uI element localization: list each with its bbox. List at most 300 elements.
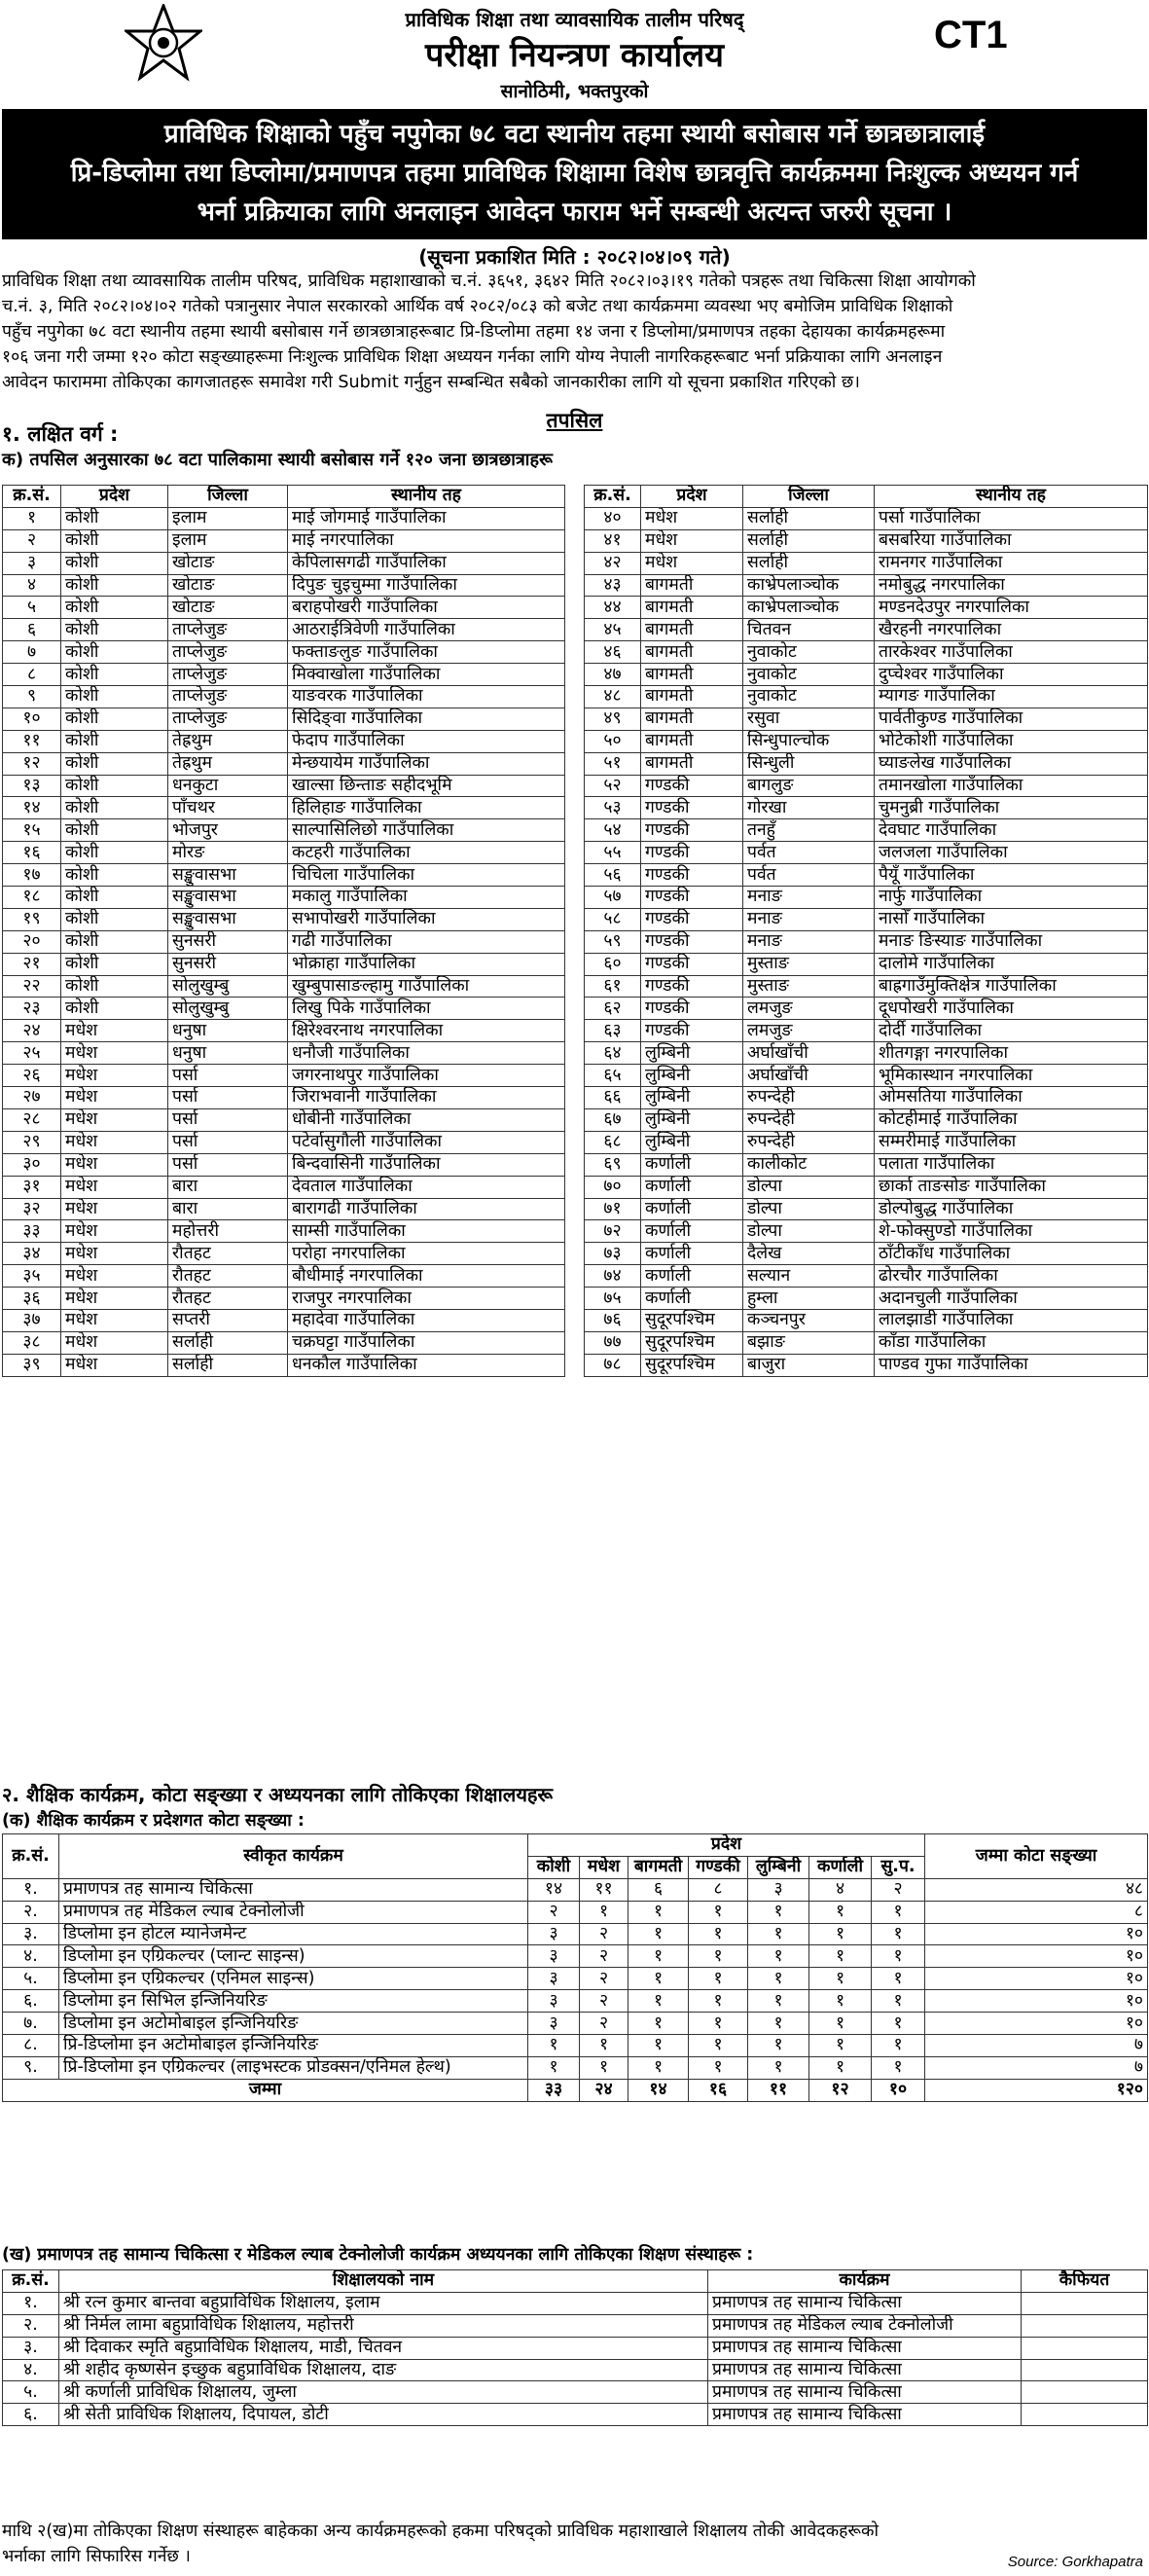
municipality-cell: जगरनाथपुर गाउँपालिका: [288, 1065, 565, 1087]
municipality-cell: भूमिकास्थान नगरपालिका: [875, 1065, 1148, 1087]
district-cell: रुपन्देही: [743, 1131, 875, 1153]
table-row: [3, 1020, 565, 1042]
intro-line: १०६ जना गरी जम्मा १२० कोटा सङ्ख्याहरूमा निःशुल्क प्राविधिक शिक्षा अध्ययन गर्नका लागि योग्य नेपाली नागरिकहरूबाट भर्ना प्रक्रियाका लागि अनलाइन: [2, 347, 943, 367]
serial-cell: ८: [3, 664, 61, 686]
district-cell: सङ्खुवासभा: [168, 908, 288, 930]
quota-cell: ३: [528, 1968, 580, 1990]
district-cell: दैलेख: [743, 1243, 875, 1265]
table-row: [3, 975, 565, 998]
province-cell: सुदूरपश्चिम: [641, 1354, 743, 1376]
table-row: [3, 664, 565, 686]
serial-cell: ६२: [585, 998, 641, 1020]
table-row: [3, 2381, 1148, 2404]
institution-cell: श्री कर्णाली प्राविधिक शिक्षालय, जुम्ला: [59, 2381, 708, 2404]
serial-cell: ५.: [3, 1968, 59, 1990]
serial-cell: ३.: [3, 2337, 59, 2359]
municipality-cell: पार्वतीकुण्ड गाउँपालिका: [875, 707, 1148, 730]
province-cell: कोशी: [61, 707, 168, 730]
province-cell: लुम्बिनी: [641, 1131, 743, 1153]
province-cell: मधेश: [61, 1108, 168, 1131]
district-cell: सिन्धुली: [743, 752, 875, 775]
serial-cell: ६६: [585, 1087, 641, 1109]
municipality-cell: ढोरचौर गाउँपालिका: [875, 1265, 1148, 1288]
province-cell: मधेश: [61, 1265, 168, 1288]
total-cell: १२: [809, 2079, 872, 2101]
province-cell: मधेश: [61, 1198, 168, 1220]
table-row: [3, 641, 565, 664]
table-row: [3, 1198, 565, 1220]
serial-cell: ३०: [3, 1153, 61, 1176]
program-cell: प्रमाणपत्र तह सामान्य चिकित्सा: [708, 2381, 1022, 2404]
province-cell: कोशी: [61, 887, 168, 909]
column-header: क्र.सं.: [585, 486, 641, 508]
quota-cell: २: [528, 1901, 580, 1923]
municipality-cell: देवताल गाउँपालिका: [288, 1176, 565, 1198]
office-location: सानोठिमी, भक्तपुरको: [500, 81, 649, 102]
municipality-cell: फेदाप गाउँपालिका: [288, 730, 565, 752]
district-cell: रसुवा: [743, 707, 875, 730]
district-cell: सिन्धुपाल्चोक: [743, 730, 875, 752]
quota-cell: १: [689, 1901, 748, 1923]
district-cell: डोल्पा: [743, 1198, 875, 1220]
total-cell: १२०: [925, 2079, 1148, 2101]
quota-cell: ३: [528, 1945, 580, 1968]
province-cell: लुम्बिनी: [641, 1042, 743, 1065]
municipality-cell: नासोँ गाउँपालिका: [875, 908, 1148, 930]
program-cell: प्रमाणपत्र तह सामान्य चिकित्सा: [708, 2292, 1022, 2314]
province-cell: कोशी: [61, 686, 168, 708]
quota-cell: १: [689, 2013, 748, 2035]
quota-cell: १: [872, 1901, 925, 1923]
total-quota-cell: १०: [925, 1968, 1148, 1990]
quota-cell: १: [748, 1990, 809, 2013]
province-cell: कोशी: [61, 930, 168, 953]
province-cell: बागमती: [641, 619, 743, 641]
serial-cell: ६८: [585, 1131, 641, 1153]
district-cell: बझाङ: [743, 1331, 875, 1354]
table-row: [3, 797, 565, 819]
program-cell: डिप्लोमा इन सिभिल इन्जिनियरिङ: [59, 1990, 528, 2013]
total-quota-cell: १०: [925, 2013, 1148, 2035]
province-cell: बागमती: [641, 664, 743, 686]
serial-cell: १.: [3, 1878, 59, 1901]
serial-cell: ६०: [585, 953, 641, 975]
municipality-cell: देवघाट गाउँपालिका: [875, 819, 1148, 842]
quota-cell: ३: [528, 2013, 580, 2035]
serial-cell: ४२: [585, 552, 641, 574]
serial-cell: ५२: [585, 775, 641, 797]
municipality-cell: हिलिहाङ गाउँपालिका: [288, 797, 565, 819]
province-cell: बागमती: [641, 752, 743, 775]
table-row: [585, 908, 1148, 930]
table-row: [585, 930, 1148, 953]
serial-cell: ६३: [585, 1020, 641, 1042]
serial-cell: १६: [3, 842, 61, 864]
district-cell: कञ्चनपुर: [743, 1309, 875, 1331]
province-cell: कोशी: [61, 953, 168, 975]
table-row: [3, 1131, 565, 1153]
serial-cell: ७७: [585, 1331, 641, 1354]
province-cell: गण्डकी: [641, 1020, 743, 1042]
publication-date: (सूचना प्रकाशित मिति : २०८२।०४।०९ गते): [418, 245, 731, 269]
municipality-cell: ओमसतिया गाउँपालिका: [875, 1087, 1148, 1109]
province-cell: मधेश: [641, 552, 743, 574]
table-row: [585, 1243, 1148, 1265]
municipality-cell: दुप्चेश्वर गाउँपालिका: [875, 664, 1148, 686]
total-row: [3, 2079, 1148, 2101]
serial-cell: ३३: [3, 1220, 61, 1243]
column-header: प्रदेश: [641, 486, 743, 508]
footer-line: माथि २(ख)मा तोकिएका शिक्षण संस्थाहरू बाहेकका अन्य कार्यक्रमहरूको हकमा परिषद्को प्राविधिक महाशाखाले शिक्षालय तोकी आवेदकहरूको: [2, 2522, 879, 2541]
province-cell: बागमती: [641, 730, 743, 752]
table-row: [585, 842, 1148, 864]
province-cell: कर्णाली: [641, 1176, 743, 1198]
province-header: सु.प.: [872, 1856, 925, 1878]
district-cell: पर्वत: [743, 864, 875, 887]
municipality-cell: बसबरिया गाउँपालिका: [875, 529, 1148, 552]
quota-cell: १: [872, 2013, 925, 2035]
municipality-cell: रामनगर गाउँपालिका: [875, 552, 1148, 574]
district-cell: इलाम: [168, 507, 288, 529]
province-cell: कोशी: [61, 641, 168, 664]
source-credit: Source: Gorkhapatra: [1007, 2554, 1143, 2570]
district-cell: सङ्खुवासभा: [168, 887, 288, 909]
table-row: [3, 1901, 1148, 1923]
quota-cell: १: [628, 1901, 689, 1923]
table-row: [3, 1968, 1148, 1990]
table-row: [585, 752, 1148, 775]
province-cell: कर्णाली: [641, 1243, 743, 1265]
serial-cell: ६७: [585, 1108, 641, 1131]
quota-cell: २: [580, 1990, 628, 2013]
district-cell: पर्सा: [168, 1131, 288, 1153]
table-row: [3, 998, 565, 1020]
program-cell: प्रि-डिप्लोमा इन एग्रिकल्चर (लाइभस्टक प्रोडक्सन/एनिमल हेल्थ): [59, 2056, 528, 2079]
district-cell: सुनसरी: [168, 953, 288, 975]
province-cell: कोशी: [61, 574, 168, 597]
district-cell: पर्सा: [168, 1087, 288, 1109]
serial-cell: ४३: [585, 574, 641, 597]
district-cell: काभ्रेपलाञ्चोक: [743, 597, 875, 619]
table-row: [585, 1265, 1148, 1288]
column-header: क्र.सं.: [3, 486, 61, 508]
column-header: जिल्ला: [743, 486, 875, 508]
quota-cell: १: [748, 2013, 809, 2035]
serial-cell: २४: [3, 1020, 61, 1042]
municipality-cell: कटहरी गाउँपालिका: [288, 842, 565, 864]
municipality-cell: बौधीमाई नगरपालिका: [288, 1265, 565, 1288]
column-header: शिक्षालयको नाम: [59, 2270, 708, 2293]
municipality-cell: क्षिरेश्वरनाथ नगरपालिका: [288, 1020, 565, 1042]
total-cell: १०: [872, 2079, 925, 2101]
serial-cell: ३१: [3, 1176, 61, 1198]
quota-cell: ११: [580, 1878, 628, 1901]
table-row: [3, 1243, 565, 1265]
serial-cell: ७४: [585, 1265, 641, 1288]
province-cell: मधेश: [61, 1354, 168, 1376]
province-cell: कोशी: [61, 597, 168, 619]
table-row: [585, 887, 1148, 909]
municipality-cell: जिराभवानी गाउँपालिका: [288, 1087, 565, 1109]
table-row: [585, 1020, 1148, 1042]
table-row: [3, 1220, 565, 1243]
quota-cell: १: [809, 2056, 872, 2079]
quota-cell: १: [809, 1945, 872, 1968]
district-cell: पाँचथर: [168, 797, 288, 819]
serial-cell: २५: [3, 1042, 61, 1065]
district-cell: धनुषा: [168, 1042, 288, 1065]
serial-cell: ९: [3, 686, 61, 708]
province-header: बागमती: [628, 1856, 689, 1878]
province-cell: लुम्बिनी: [641, 1087, 743, 1109]
serial-cell: २.: [3, 1901, 59, 1923]
district-cell: ताप्लेजुङ: [168, 619, 288, 641]
district-cell: तेह्रथुम: [168, 752, 288, 775]
total-quota-cell: १०: [925, 1923, 1148, 1945]
serial-cell: ७०: [585, 1176, 641, 1198]
serial-cell: ३.: [3, 1923, 59, 1945]
total-cell: २४: [580, 2079, 628, 2101]
quota-cell: १: [580, 2056, 628, 2079]
office-name: परीक्षा नियन्त्रण कार्यालय: [425, 36, 724, 75]
table-row: [3, 1065, 565, 1087]
province-cell: मधेश: [61, 1131, 168, 1153]
serial-cell: १७: [3, 864, 61, 887]
province-cell: मधेश: [61, 1065, 168, 1087]
province-cell: कोशी: [61, 730, 168, 752]
province-cell: मधेश: [641, 507, 743, 529]
serial-cell: १.: [3, 2292, 59, 2314]
serial-cell: ४६: [585, 641, 641, 664]
province-cell: बागमती: [641, 686, 743, 708]
province-cell: मधेश: [61, 1243, 168, 1265]
table-row: [585, 730, 1148, 752]
institution-cell: श्री रत्न कुमार बान्तवा बहुप्राविधिक शिक्षालय, इलाम: [59, 2292, 708, 2314]
district-cell: डोल्पा: [743, 1220, 875, 1243]
serial-cell: २३: [3, 998, 61, 1020]
table-row: [585, 1065, 1148, 1087]
program-cell: प्रमाणपत्र तह सामान्य चिकित्सा: [708, 2359, 1022, 2381]
province-cell: कोशी: [61, 998, 168, 1020]
serial-cell: १९: [3, 908, 61, 930]
province-cell: गण्डकी: [641, 775, 743, 797]
quota-cell: १: [872, 1923, 925, 1945]
province-cell: गण्डकी: [641, 797, 743, 819]
province-cell: मधेश: [61, 1309, 168, 1331]
serial-cell: १०: [3, 707, 61, 730]
municipality-cell: खाल्सा छिन्ताङ सहीदभूमि: [288, 775, 565, 797]
district-cell: धनुषा: [168, 1020, 288, 1042]
serial-cell: २७: [3, 1087, 61, 1109]
serial-cell: ४९: [585, 707, 641, 730]
column-header-province: प्रदेश: [528, 1834, 925, 1857]
quota-cell: ६: [628, 1878, 689, 1901]
serial-cell: ८.: [3, 2035, 59, 2057]
district-cell: लमजुङ: [743, 998, 875, 1020]
municipality-cell: आठराईत्रिवेणी गाउँपालिका: [288, 619, 565, 641]
serial-cell: ५०: [585, 730, 641, 752]
province-cell: बागमती: [641, 707, 743, 730]
municipality-cell: खुम्बुपासाङल्हामु गाउँपालिका: [288, 975, 565, 998]
quota-cell: १४: [528, 1878, 580, 1901]
district-cell: रुपन्देही: [743, 1087, 875, 1109]
serial-cell: ४: [3, 574, 61, 597]
column-header: प्रदेश: [61, 486, 168, 508]
serial-cell: ५४: [585, 819, 641, 842]
municipality-cell: गढी गाउँपालिका: [288, 930, 565, 953]
province-cell: सुदूरपश्चिम: [641, 1309, 743, 1331]
municipality-cell: धोबीनी गाउँपालिका: [288, 1108, 565, 1131]
municipality-cell: मेन्छयायेम गाउँपालिका: [288, 752, 565, 775]
table-row: [585, 641, 1148, 664]
table-row: [585, 1288, 1148, 1310]
province-cell: मधेश: [61, 1220, 168, 1243]
municipality-cell: मनाङ ङिस्याङ गाउँपालिका: [875, 930, 1148, 953]
province-cell: कोशी: [61, 842, 168, 864]
municipality-cell: चक्रघट्टा गाउँपालिका: [288, 1331, 565, 1354]
table-row: [3, 2035, 1148, 2057]
serial-cell: ७२: [585, 1220, 641, 1243]
table-row: [585, 1087, 1148, 1109]
quota-cell: १: [748, 1968, 809, 1990]
serial-cell: ११: [3, 730, 61, 752]
remarks-cell: [1022, 2292, 1148, 2314]
district-cell: बागलुङ: [743, 775, 875, 797]
quota-cell: १: [872, 2056, 925, 2079]
district-cell: खोटाङ: [168, 574, 288, 597]
total-cell: १६: [689, 2079, 748, 2101]
serial-cell: १: [3, 507, 61, 529]
institution-cell: श्री शहीद कृष्णसेन इच्छुक बहुप्राविधिक शिक्षालय, दाङ: [59, 2359, 708, 2381]
province-cell: सुदूरपश्चिम: [641, 1331, 743, 1354]
footer-note: [2, 2519, 1147, 2569]
quota-cell: २: [872, 1878, 925, 1901]
quota-cell: १: [689, 2035, 748, 2057]
quota-cell: १: [580, 2035, 628, 2057]
program-cell: प्रमाणपत्र तह सामान्य चिकित्सा: [59, 1878, 528, 1901]
province-cell: कोशी: [61, 664, 168, 686]
table-row: [3, 707, 565, 730]
municipality-cell: साल्पासिलिछो गाउँपालिका: [288, 819, 565, 842]
table-row: [3, 529, 565, 552]
total-quota-cell: ८: [925, 1901, 1148, 1923]
quota-cell: १: [628, 2056, 689, 2079]
table-row: [3, 953, 565, 975]
table-row: [3, 819, 565, 842]
quota-cell: १: [748, 2035, 809, 2057]
district-cell: सर्लाही: [743, 529, 875, 552]
section2-subheading-a: (क) शैक्षिक कार्यक्रम र प्रदेशगत कोटा सङ्ख्या :: [2, 1811, 305, 1831]
municipality-cell: भोक्राहा गाउँपालिका: [288, 953, 565, 975]
column-header: क्र.सं.: [3, 2270, 59, 2293]
municipality-cell: परोहा नगरपालिका: [288, 1243, 565, 1265]
program-cell: डिप्लोमा इन एग्रिकल्चर (एनिमल साइन्स): [59, 1968, 528, 1990]
province-cell: कोशी: [61, 975, 168, 998]
district-cell: पर्सा: [168, 1108, 288, 1131]
table-row: [585, 552, 1148, 574]
quota-cell: ३: [528, 1923, 580, 1945]
column-header: स्थानीय तह: [875, 486, 1148, 508]
municipality-cell: साम्सी गाउँपालिका: [288, 1220, 565, 1243]
serial-cell: ४५: [585, 619, 641, 641]
province-cell: कर्णाली: [641, 1265, 743, 1288]
district-cell: सर्लाही: [168, 1331, 288, 1354]
total-cell: १४: [628, 2079, 689, 2101]
municipality-cell: नमोबुद्ध नगरपालिका: [875, 574, 1148, 597]
province-cell: मधेश: [61, 1153, 168, 1176]
province-cell: कोशी: [61, 507, 168, 529]
table-row: [3, 1923, 1148, 1945]
district-cell: बारा: [168, 1198, 288, 1220]
quota-cell: १: [628, 2013, 689, 2035]
column-header: कार्यक्रम: [708, 2270, 1022, 2293]
schedule-title: तपसिल: [546, 409, 603, 432]
municipality-cell: म्यागङ गाउँपालिका: [875, 686, 1148, 708]
quota-cell: २: [580, 1968, 628, 1990]
notice-title-line: प्राविधिक शिक्षाको पहुँच नपुगेका ७८ वटा स्थानीय तहमा स्थायी बसोबास गर्ने छात्रछात्रालाई: [163, 120, 986, 149]
municipality-cell: शे-फोक्सुण्डो गाउँपालिका: [875, 1220, 1148, 1243]
program-cell: प्रमाणपत्र तह मेडिकल ल्याब टेक्नोलोजी: [708, 2314, 1022, 2337]
district-cell: बारा: [168, 1176, 288, 1198]
table-row: [3, 2292, 1148, 2314]
district-cell: रौतहट: [168, 1243, 288, 1265]
serial-cell: १२: [3, 752, 61, 775]
serial-cell: ३६: [3, 1288, 61, 1310]
table-row: [3, 1990, 1148, 2013]
quota-cell: ४: [809, 1878, 872, 1901]
province-cell: कोशी: [61, 797, 168, 819]
table-row: [3, 2337, 1148, 2359]
municipality-cell: मिक्वाखोला गाउँपालिका: [288, 664, 565, 686]
serial-cell: ७१: [585, 1198, 641, 1220]
province-header: मधेश: [580, 1856, 628, 1878]
table-row: [3, 2404, 1148, 2426]
district-cell: लमजुङ: [743, 1020, 875, 1042]
serial-cell: ७.: [3, 2013, 59, 2035]
org-parent-name: प्राविधिक शिक्षा तथा व्यावसायिक तालीम परिषद्: [405, 8, 744, 31]
municipality-cell: पर्सा गाउँपालिका: [875, 507, 1148, 529]
district-cell: महोत्तरी: [168, 1220, 288, 1243]
quota-cell: १: [628, 1968, 689, 1990]
municipality-cell: डोल्पोबुद्ध गाउँपालिका: [875, 1198, 1148, 1220]
district-cell: रुपन्देही: [743, 1108, 875, 1131]
serial-cell: ५: [3, 597, 61, 619]
quota-cell: १: [809, 1923, 872, 1945]
serial-cell: २८: [3, 1108, 61, 1131]
municipality-cell: दोर्दी गाउँपालिका: [875, 1020, 1148, 1042]
serial-cell: ६.: [3, 1990, 59, 2013]
intro-line: पहुँच नपुगेका ७८ वटा स्थानीय तहमा स्थायी बसोबास गर्ने छात्रछात्राहरूबाट प्रि-डिप्लोमा तहमा १४ जना र डिप्लोमा/प्रमाणपत्र तहका देहायका कार्यक्रमहरूमा: [2, 322, 946, 342]
quota-cell: ८: [689, 1878, 748, 1901]
table-row: [585, 775, 1148, 797]
table-row: [3, 1288, 565, 1310]
table-row: [3, 864, 565, 887]
table-row: [585, 664, 1148, 686]
table-row: [585, 1354, 1148, 1376]
serial-cell: ७८: [585, 1354, 641, 1376]
serial-cell: ९.: [3, 2056, 59, 2079]
serial-cell: ४१: [585, 529, 641, 552]
remarks-cell: [1022, 2337, 1148, 2359]
district-cell: तनहुँ: [743, 819, 875, 842]
section1-heading: १. लक्षित वर्ग :: [2, 422, 119, 446]
quota-cell: १: [689, 2056, 748, 2079]
document-code: CT1: [934, 14, 1008, 56]
municipality-cell: जलजला गाउँपालिका: [875, 842, 1148, 864]
serial-cell: ६९: [585, 1153, 641, 1176]
municipality-cell: ठाँटीकाँध गाउँपालिका: [875, 1243, 1148, 1265]
municipality-cell: चिचिला गाउँपालिका: [288, 864, 565, 887]
